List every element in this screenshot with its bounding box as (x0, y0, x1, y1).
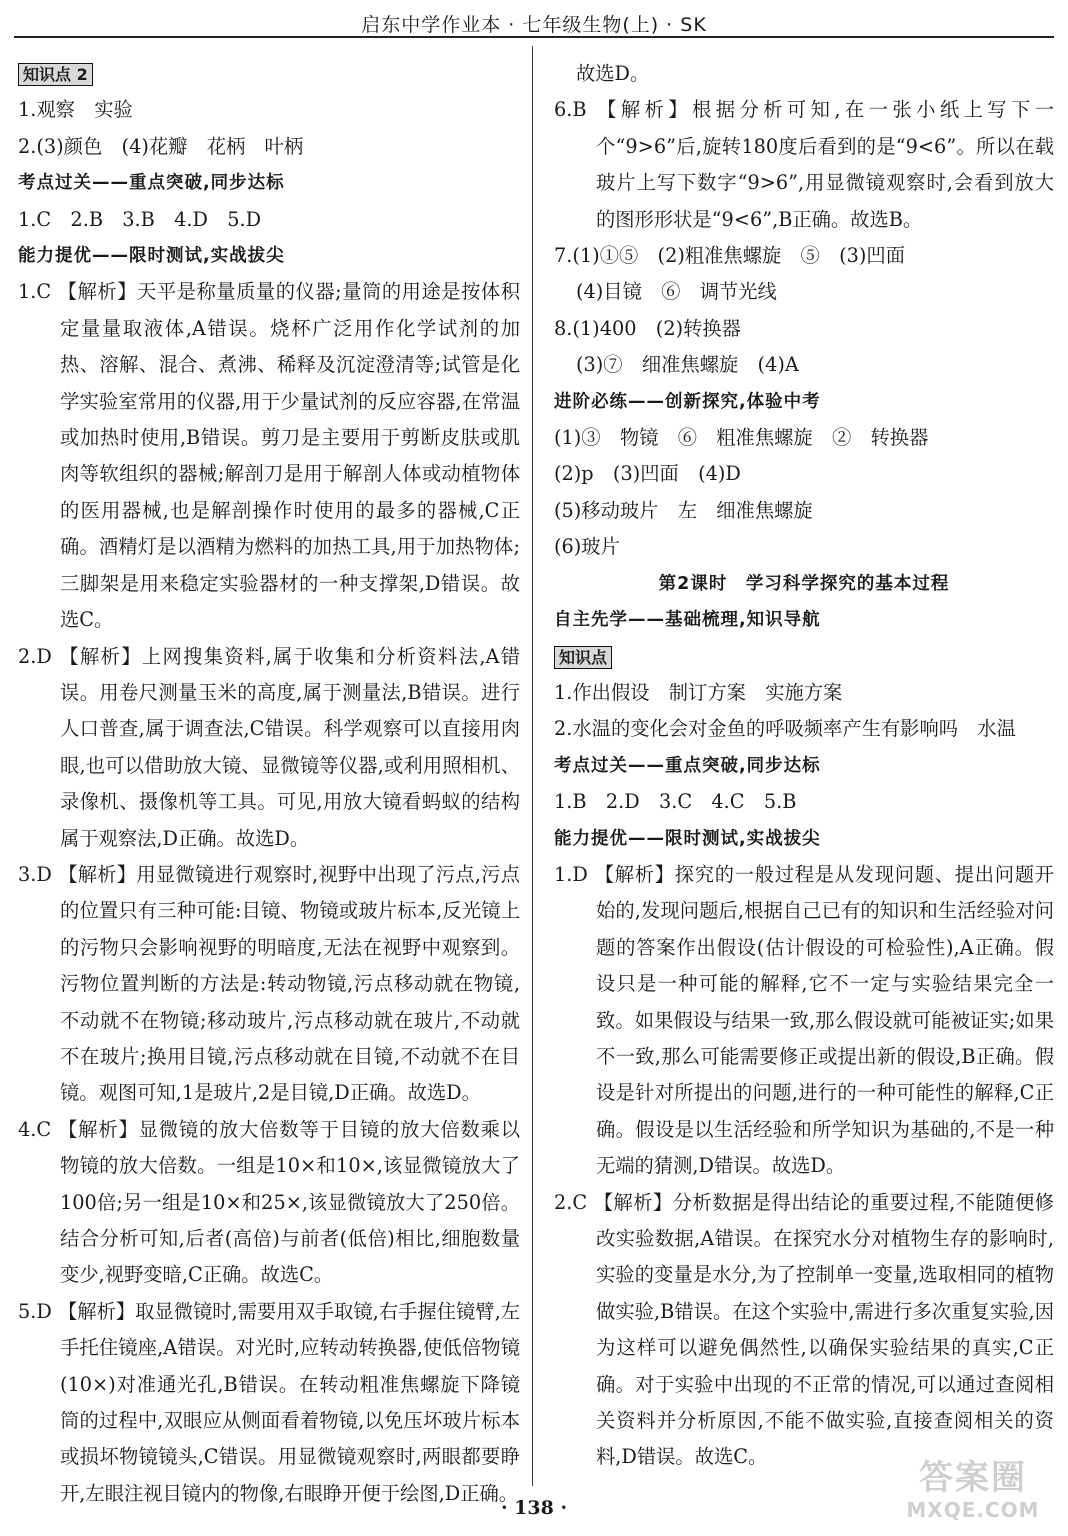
header-title: 启东中学作业本 · 七年级生物(上) · SK (361, 14, 707, 36)
explanation-r1: 1.D 【解析】探究的一般过程是从发现问题、提出问题开始的,发现问题后,根据自己已有的知识和生活经验对问题的答案作出假设(估计假设的可检验性),A正确。假设只是一种可能的解释,它不一定与实验结果完全一致。如果假设与结果一致,那么假设就可能被证实;如果不一致,那么可能需要修正或提出新的假设,B正确。假设是针对所提出的问题,进行的一种可能性的解释,C正确。假设是以生活经验和所学知识为基础的,不是一种无端的猜测,D错误。故选D。 (554, 862, 1054, 1178)
explanation-q3: 3.D 【解析】用显微镜进行观察时,视野中出现了污点,污点的位置只有三种可能:目镜、物镜或玻片标本,反光镜上的污物只会影响视野的明暗度,无法在视野中观察到。污物位置判断的方法是:转动物镜,污点移动就在物镜,不动就不在物镜;移动玻片,污点移动就在玻片,不动就不在玻片;换用目镜,污点移动就在目镜,不动就不在目镜。观图可知,1是玻片,2是目镜,D正确。故选D。 (18, 862, 520, 1105)
section-heading: 能力提优——限时测试,实战拔尖 (554, 828, 821, 849)
right-column (554, 56, 1054, 1476)
section-heading: 进阶必练——创新探究,体验中考 (554, 391, 821, 412)
choice-answers: 1.B 2.D 3.C 4.C 5.B (554, 790, 797, 814)
explanation-q2: 2.D 【解析】上网搜集资料,属于收集和分析资料法,A错误。用卷尺测量玉米的高度,属于测量法,B错误。进行人口普查,属于调查法,C错误。科学观察可以直接用肉眼,也可以借助放大镜、显微镜等仪器,或利用照相机、录像机、摄像机等工具。可见,用放大镜看蚂蚁的结构属于观察法,D正确。故选D。 (18, 644, 520, 850)
watermark-text: 答案圈 (919, 1458, 1027, 1498)
choice-answers: 1.C 2.B 3.B 4.D 5.D (18, 207, 262, 231)
section-heading: 考点过关——重点突破,同步达标 (554, 755, 821, 776)
answer-q8-line1: 8.(1)400 (2)转换器 (554, 316, 741, 340)
section-heading: 考点过关——重点突破,同步达标 (18, 173, 285, 194)
advanced-answer-1: (1)③ 物镜 ⑥ 粗准焦螺旋 ② 转换器 (554, 426, 929, 450)
advanced-answer-3: (5)移动玻片 左 细准焦螺旋 (554, 498, 813, 522)
explanation-q4: 4.C 【解析】显微镜的放大倍数等于目镜的放大倍数乘以物镜的放大倍数。一组是10×和10×,该显微镜放大了100倍;另一组是10×和25×,该显微镜放大了250倍。结合分析可知,后者(高倍)与前者(低倍)相比,细胞数量变少,视野变暗,C正确。故选C。 (18, 1117, 520, 1287)
explanation-q1: 1.C 【解析】天平是称量质量的仪器;量筒的用途是按体积定量量取液体,A错误。烧杯广泛用作化学试剂的加热、溶解、混合、煮沸、稀释及沉淀澄清等;试管是化学实验室常用的仪器,用于少量试剂的反应容器,在常温或加热时使用,B错误。剪刀是主要用于剪断皮肤或肌肉等软组织的器械;解剖刀是用于解剖人体或动植物体的医用器械,也是解剖操作时使用的最多的器械,C正确。酒精灯是以酒精为燃料的加热工具,用于加热物体;三脚架是用来稳定实验器材的一种支撑架,D错误。故选C。 (18, 280, 520, 632)
watermark-url: MXQE.COM (906, 1498, 1040, 1522)
kp-answer-1: 1.观察 实验 (18, 98, 133, 122)
kp-answer-2: 2.水温的变化会对金鱼的呼吸频率产生有影响吗 水温 (554, 717, 1016, 741)
section-heading: 自主先学——基础梳理,知识导航 (554, 610, 821, 631)
answer-q7-line1: 7.(1)①⑤ (2)粗准焦螺旋 ⑤ (3)凹面 (554, 244, 905, 268)
explanation-q5: 5.D 【解析】取显微镜时,需要用双手取镜,右手握住镜臂,左手托住镜座,A错误。对光时,应转动转换器,使低倍物镜(10×)对准通光孔,B错误。在转动粗准焦螺旋下降镜筒的过程中,双眼应从侧面看着物镜,以免压坏玻片标本或损坏物镜镜头,C错误。用显微镜观察时,两眼都要睁开,左眼注视目镜内的物像,右眼睁开便于绘图,D正确。 (18, 1299, 520, 1505)
knowledge-point-label: 知识点 2 (18, 63, 93, 86)
column-divider (532, 46, 533, 1486)
left-column (18, 56, 520, 1512)
explanation-r2: 2.C 【解析】分析数据是得出结论的重要过程,不能随便修改实验数据,A错误。在探究水分对植物生存的影响时,实验的变量是水分,为了控制单一变量,选取相同的植物做实验,B错误。在这个实验中,需进行多次重复实验,因为这样可以避免偶然性,以确保实验结果的真实,C正确。对于实验中出现的不正常的情况,可以通过查阅相关资料并分析原因,不能不做实验,直接查阅相关的资料,D错误。故选C。 (554, 1190, 1054, 1469)
lesson-title: 第2课时 学习科学探究的基本过程 (658, 573, 950, 594)
advanced-answer-2: (2)p (3)凹面 (4)D (554, 462, 741, 486)
explanation-q6: 6.B 【解析】根据分析可知,在一张小纸上写下一个“9>6”后,旋转180度后看到的是“9<6”。所以在载玻片上写下数字“9>6”,用显微镜观察时,会看到放大的图形形状是“9<6”,B正确。故选B。 (554, 98, 1054, 231)
page-header (14, 8, 1054, 38)
kp-answer-1: 1.作出假设 制订方案 实施方案 (554, 680, 843, 704)
advanced-answer-4: (6)玻片 (554, 535, 620, 559)
watermark-logo (888, 1458, 1058, 1530)
knowledge-point-label: 知识点 (554, 646, 612, 669)
kp-answer-2: 2.(3)颜色 (4)花瓣 花柄 叶柄 (18, 134, 304, 158)
answer-q7-line2: (4)目镜 ⑥ 调节光线 (576, 280, 777, 304)
page-number: · 138 · (500, 1497, 568, 1519)
explanation-q5-end: 故选D。 (576, 62, 650, 85)
section-heading: 能力提优——限时测试,实战拔尖 (18, 246, 285, 267)
answer-q8-line2: (3)⑦ 细准焦螺旋 (4)A (576, 353, 799, 377)
